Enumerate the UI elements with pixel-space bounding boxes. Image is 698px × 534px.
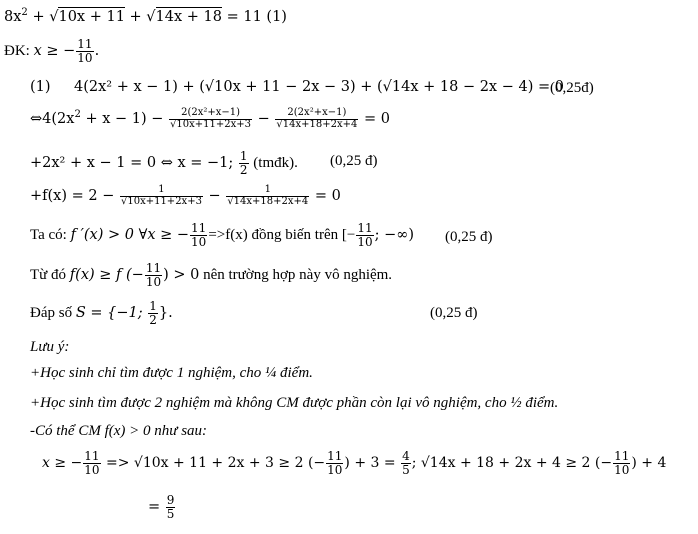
answer-points: (0,25 đ) (430, 305, 478, 321)
step-4: +f(x) = 2 − $\frac{1}{√10x+11+2x+3}$ − $\frac{1}{√14x+18+2x+4}$ = 0 (30, 184, 341, 207)
step-3-points: (0,25 đ) (330, 153, 378, 169)
step-2: $\Leftrightarrow 4(2x^2 + x - 1)$ − $\frac{\text{2(2x²+x−1)}}{√10x+11+2x+3}$ − $\frac{\text{2(2x²+x−1)}}{√14x+18+2x+4}$ = 0 (30, 107, 390, 130)
proof-line-2: = $\frac{9}{5}$ (148, 493, 175, 521)
note-1: +Học sinh chỉ tìm được 1 nghiệm, cho ¼ điểm. (30, 365, 313, 381)
step-3: +2x² + x − 1 = 0 ⇔ x = −1; $\frac{1}{2}$ (tmđk). (30, 149, 298, 177)
domain-condition: ĐK: x ≥ − $\frac{11}{10}$ . (4, 37, 100, 65)
step-5: Ta có: f ′(x) > 0 ∀x ≥ − $\frac{11}{10}$ =>f(x) đồng biến trên [− $\frac{11}{10}$ ; −∞) (30, 221, 414, 249)
equation-1: $8x^2 + √10x + 11 + √14x + 18 = 11$ (1) (4, 7, 287, 25)
final-answer: Đáp số S = {−1; $\frac{1}{2}$ }. (30, 299, 173, 327)
note-2: +Học sinh tìm được 2 nghiệm mà không CM được phần còn lại vô nghiệm, cho ½ điểm. (30, 395, 559, 411)
step-1: (1) (30, 79, 51, 95)
step-1-points: (0,25đ) (550, 80, 594, 96)
note-title: Lưu ý: (30, 339, 70, 355)
step-6: Từ đó f(x) ≥ f (− $\frac{11}{10}$ ) > 0 nên trường hợp này vô nghiệm. (30, 261, 393, 289)
step-1-expr: 4(2x² + x − 1) + (√10x + 11 − 2x − 3) + (√14x + 18 − 2x − 4) = 0 (74, 79, 564, 95)
proof-line: x ≥ − $\frac{11}{10}$ => √10x + 11 + 2x + 3 ≥ 2 (− $\frac{11}{10}$ ) + 3 = $\frac{4}{5}$ ; √14x + 18 + 2x + 4 ≥ 2 (− $\frac{11}{10}$ ) + 4 (42, 449, 667, 477)
step-5-points: (0,25 đ) (445, 229, 493, 245)
note-3: -Có thể CM f(x) > 0 như sau: (30, 423, 208, 439)
